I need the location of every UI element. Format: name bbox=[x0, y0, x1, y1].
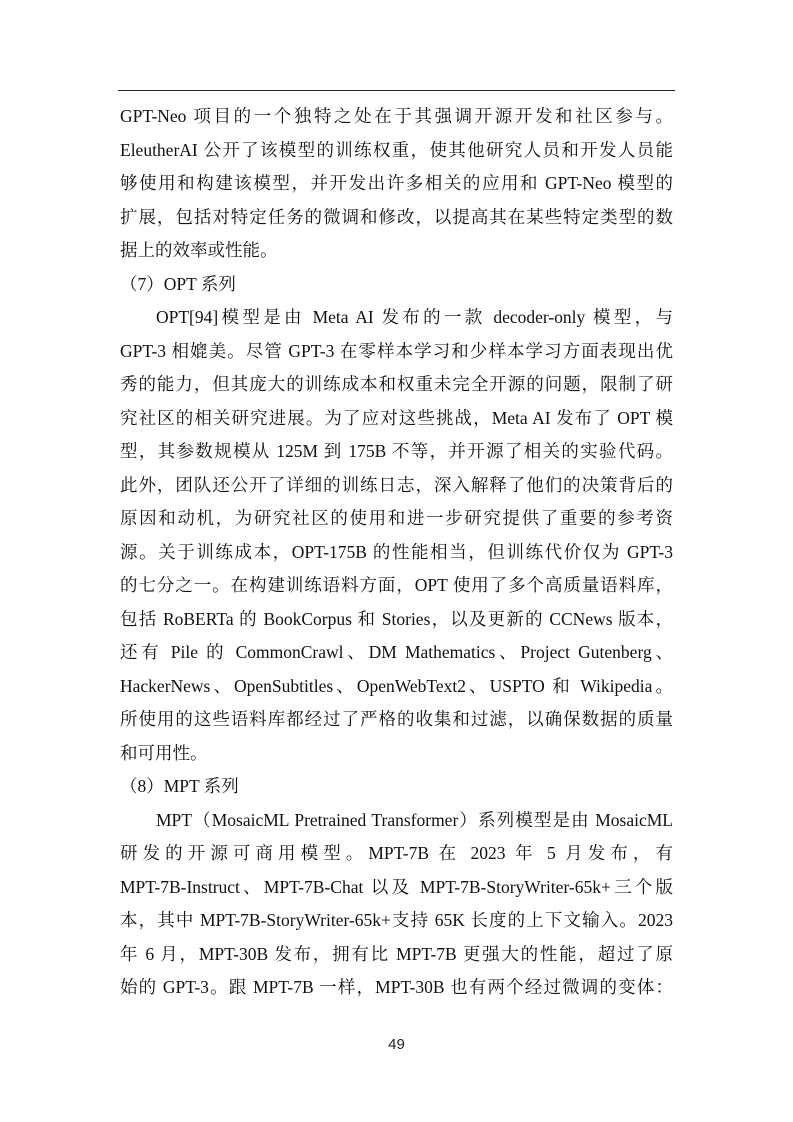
page-body bbox=[120, 100, 673, 1005]
text-line: GPT-3 相媲美。尽管 GPT-3 在零样本学习和少样本学习方面表现出优 bbox=[120, 340, 673, 361]
text-line: EleutherAI 公开了该模型的训练权重，使其他研究人员和开发人员能 bbox=[120, 139, 673, 160]
text-line: 秀的能力，但其庞大的训练成本和权重未完全开源的问题，限制了研 bbox=[120, 374, 673, 394]
text-line: 本，其中 MPT-7B-StoryWriter-65k+支持 65K 长度的上下文输入。2023 bbox=[120, 910, 673, 930]
text-line: 此外，团队还公开了详细的训练日志，深入解释了他们的决策背后的 bbox=[120, 474, 673, 495]
text-line: 究社区的相关研究进展。为了应对这些挑战，Meta AI 发布了 OPT 模 bbox=[120, 407, 673, 428]
text-line: 包括 RoBERTa 的 BookCorpus 和 Stories，以及更新的 CCNews 版本， bbox=[120, 608, 673, 629]
text-line: MPT（MosaicML Pretrained Transformer）系列模型是由 MosaicML bbox=[156, 809, 673, 830]
text-line: 扩展，包括对特定任务的微调和修改，以提高其在某些特定类型的数 bbox=[120, 206, 673, 227]
text-line: 的七分之一。在构建训练语料方面，OPT 使用了多个高质量语料库， bbox=[120, 575, 673, 595]
section-heading-opt: （7）OPT 系列 bbox=[120, 273, 236, 294]
text-line: 据上的效率或性能。 bbox=[120, 240, 278, 260]
text-line: 源。关于训练成本，OPT-175B 的性能相当，但训练代价仅为 GPT-3 bbox=[120, 541, 673, 562]
text-line: HackerNews、OpenSubtitles、OpenWebText2、USPTO 和 Wikipedia。 bbox=[120, 675, 673, 696]
text-line: OPT[94]模型是由 Meta AI 发布的一款 decoder-only 模型，与 bbox=[156, 307, 673, 327]
text-line: 所使用的这些语料库都经过了严格的收集和过滤，以确保数据的质量 bbox=[120, 709, 673, 729]
text-line: 年 6 月，MPT-30B 发布，拥有比 MPT-7B 更强大的性能，超过了原 bbox=[120, 943, 673, 964]
text-line: 和可用性。 bbox=[120, 742, 208, 763]
text-line: MPT-7B-Instruct、MPT-7B-Chat 以及 MPT-7B-StoryWriter-65k+三个版 bbox=[120, 876, 673, 897]
text-line: 研发的开源可商用模型。MPT-7B 在 2023 年 5 月发布，有 bbox=[120, 843, 673, 863]
page-number: 49 bbox=[388, 1036, 405, 1053]
header-rule bbox=[118, 90, 675, 91]
text-line: 够使用和构建该模型，并开发出许多相关的应用和 GPT-Neo 模型的 bbox=[120, 173, 673, 193]
section-heading-mpt: （8）MPT 系列 bbox=[120, 776, 239, 796]
text-line: 始的 GPT-3。跟 MPT-7B 一样，MPT-30B 也有两个经过微调的变体： bbox=[120, 977, 673, 997]
text-line: 型，其参数规模从 125M 到 175B 不等，并开源了相关的实验代码。 bbox=[120, 441, 673, 461]
text-line: GPT-Neo 项目的一个独特之处在于其强调开源开发和社区参与。 bbox=[120, 106, 673, 126]
text-line: 还有 Pile 的 CommonCrawl、DM Mathematics、Project Gutenberg、 bbox=[120, 642, 673, 662]
text-line: 原因和动机，为研究社区的使用和进一步研究提供了重要的参考资 bbox=[120, 508, 673, 528]
